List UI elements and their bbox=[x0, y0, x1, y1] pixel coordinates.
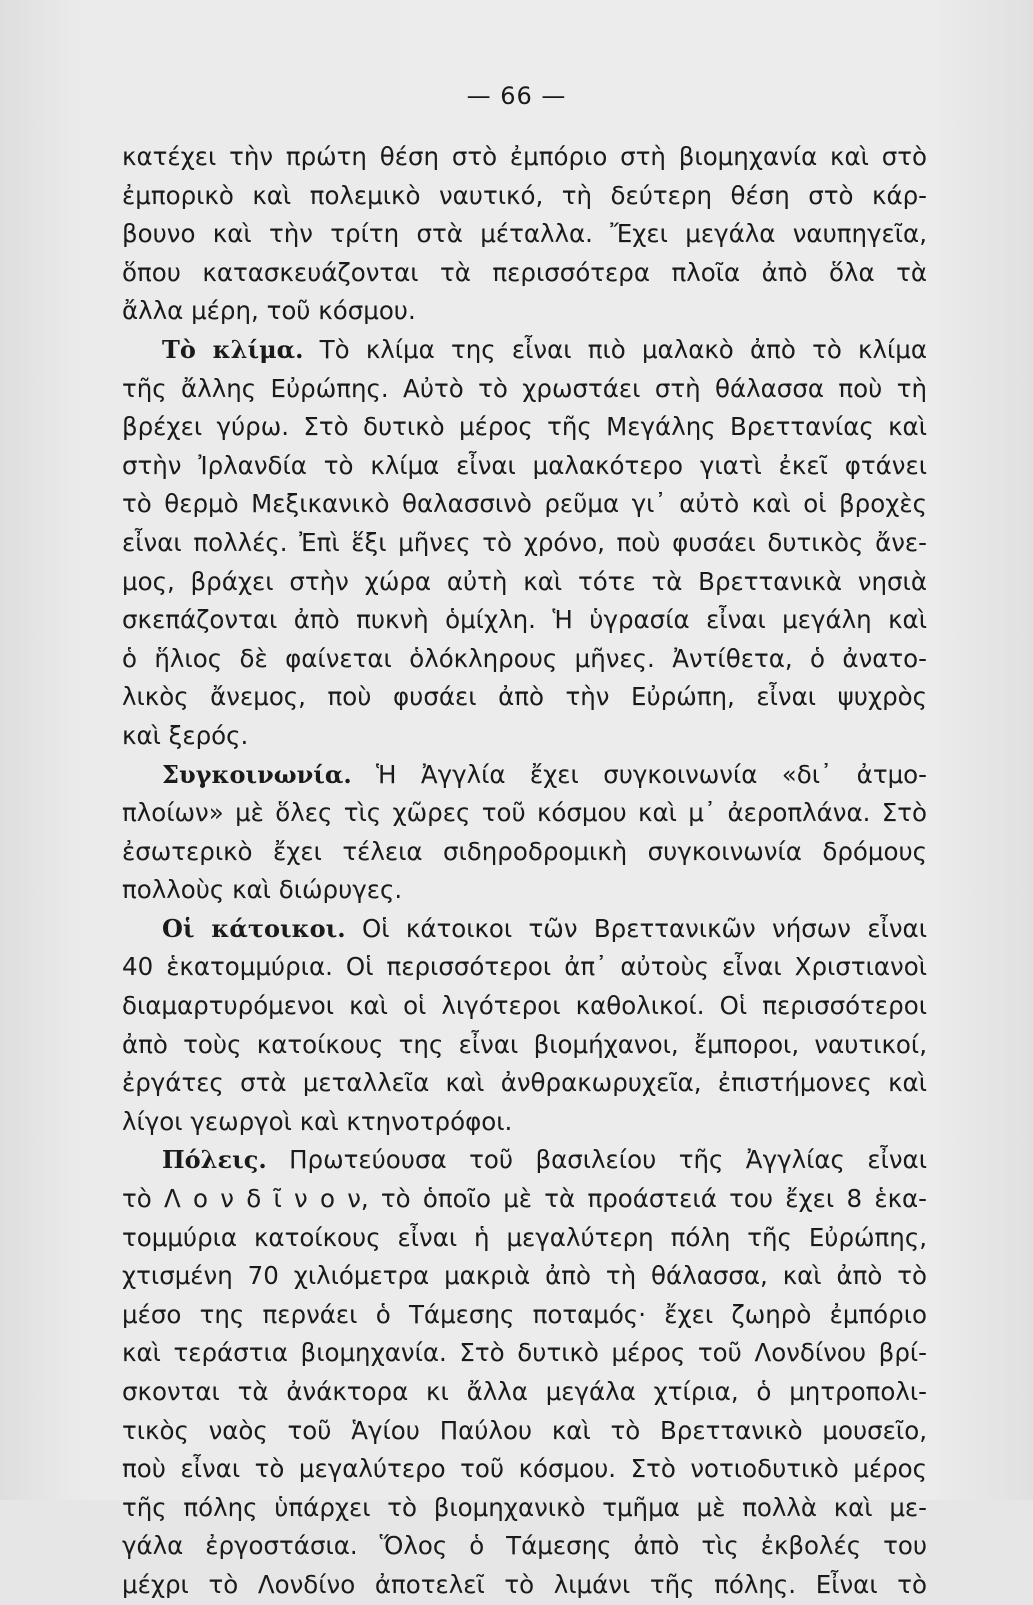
text-line: κατέχει τὴν πρώτη θέση στὸ ἐμπόριο στὴ βιομηχανία καὶ στὸ bbox=[122, 142, 927, 171]
text-line bbox=[122, 1141, 927, 1180]
text-line: μέχρι τὸ Λονδίνο ἀποτελεῖ τὸ λιμάνι τῆς πόλης. Εἶναι τὸ bbox=[122, 1569, 927, 1599]
text-line: μος, βράχει στὴν χώρα αὐτὴ καὶ τότε τὰ Βρεττανικὰ νησιὰ bbox=[122, 566, 927, 596]
text-line: ὁ ἥλιος δὲ φαίνεται ὁλόκληρους μῆνες. Ἀντίθετα, ὁ ἀνατο- bbox=[122, 643, 927, 673]
page-number: — 66 — bbox=[466, 82, 567, 110]
text-line: ἐργάτες στὰ μεταλλεῖα καὶ ἀνθρακωρυχεῖα, ἐπιστήμονες καὶ bbox=[122, 1068, 927, 1098]
text-line: πολλοὺς καὶ διώρυγες. bbox=[122, 875, 403, 905]
text-line: τῆς ἄλλης Εὐρώπης. Αὐτὸ τὸ χρωστάει στὴ θάλασσα ποὺ τὴ bbox=[122, 373, 927, 403]
text-line: διαμαρτυρόμενοι καὶ οἱ λιγότεροι καθολικοί. Οἱ περισσότεροι bbox=[122, 991, 927, 1021]
text-line bbox=[122, 331, 927, 370]
text-line: τὸ θερμὸ Μεξικανικὸ θαλασσινὸ ρεῦμα γι᾽ αὐτὸ καὶ οἱ βροχὲς bbox=[122, 489, 927, 519]
text-line: ποὺ εἶναι τὸ μεγαλύτερο τοῦ κόσμου. Στὸ νοτιοδυτικὸ μέρος bbox=[122, 1454, 927, 1484]
section-heading-cities: Πόλεις. bbox=[162, 1145, 267, 1175]
text-line: καὶ ξερός. bbox=[122, 720, 249, 750]
text-line bbox=[122, 910, 927, 949]
text-line bbox=[122, 756, 927, 795]
text-line: σκονται τὰ ἀνάκτορα κι ἄλλα μεγάλα χτίρια, ὁ μητροπολι- bbox=[122, 1377, 927, 1406]
line-text: Τὸ κλίμα της εἶναι πιὸ μαλακὸ ἀπὸ τὸ κλίμα bbox=[303, 334, 927, 364]
line-text: Ἡ Ἀγγλία ἔχει συγκοινωνία «δι᾽ ἀτμο- bbox=[351, 759, 927, 789]
section-heading-communication: Συγκοινωνία. bbox=[162, 759, 352, 789]
text-line: βουνο καὶ τὴν τρίτη στὰ μέταλλα. Ἔχει μεγάλα ναυπηγεῖα, bbox=[122, 219, 927, 249]
text-line: τομμύρια κατοίκους εἶναι ἡ μεγαλύτερη πόλη τῆς Εὐρώπης, bbox=[122, 1222, 927, 1252]
body-text bbox=[122, 138, 927, 1605]
text-line: χτισμένη 70 χιλιόμετρα μακριὰ ἀπὸ τὴ θάλασσα, καὶ ἀπὸ τὸ bbox=[122, 1261, 927, 1291]
text-line: ὅπου κατασκευάζονται τὰ περισσότερα πλοῖα ἀπὸ ὅλα τὰ bbox=[122, 257, 927, 287]
paragraph-climate bbox=[122, 331, 927, 756]
text-line: εἶναι πολλές. Ἐπὶ ἕξι μῆνες τὸ χρόνο, ποὺ φυσάει δυτικὸς ἄνε- bbox=[122, 527, 927, 557]
text-line: γάλα ἐργοστάσια. Ὅλος ὁ Τάμεσης ἀπὸ τὶς ἐκβολές του bbox=[122, 1531, 927, 1561]
text-line: στὴν Ἰρλανδία τὸ κλίμα εἶναι μαλακότερο γιατὶ ἐκεῖ φτάνει bbox=[122, 450, 927, 480]
section-heading-inhabitants: Οἱ κάτοικοι. bbox=[162, 913, 346, 943]
paragraph-inhabitants bbox=[122, 910, 927, 1142]
section-heading-climate: Τὸ κλίμα. bbox=[162, 334, 304, 364]
text-line: βρέχει γύρω. Στὸ δυτικὸ μέρος τῆς Μεγάλης Βρεττανίας καὶ bbox=[122, 412, 927, 442]
line-text: Πρωτεύουσα τοῦ βασιλείου τῆς Ἀγγλίας εἶναι bbox=[266, 1145, 927, 1175]
text-line: λίγοι γεωργοὶ καὶ κτηνοτρόφοι. bbox=[122, 1106, 513, 1136]
text-line: τικὸς ναὸς τοῦ Ἁγίου Παύλου καὶ τὸ Βρεττανικὸ μουσεῖο, bbox=[122, 1415, 927, 1445]
paragraph-cities bbox=[122, 1141, 927, 1604]
text-line: ἐσωτερικὸ ἔχει τέλεια σιδηροδρομικὴ συγκοινωνία δρόμους bbox=[122, 836, 927, 866]
text-line: ἐμπορικὸ καὶ πολεμικὸ ναυτικό, τὴ δεύτερη θέση στὸ κάρ- bbox=[122, 180, 927, 210]
text-line: 40 ἑκατομμύρια. Οἱ περισσότεροι ἀπ᾽ αὐτοὺς εἶναι Χριστιανοὶ bbox=[122, 952, 927, 982]
text-line: τὸ Λ ο ν δ ῖ ν ο ν, τὸ ὁποῖο μὲ τὰ προάστειά του ἔχει 8 ἑκα- bbox=[122, 1184, 927, 1214]
line-text: Οἱ κάτοικοι τῶν Βρεττανικῶν νήσων εἶναι bbox=[345, 913, 927, 943]
text-line: τῆς πόλης ὑπάρχει τὸ βιομηχανικὸ τμῆμα μὲ πολλὰ καὶ με- bbox=[122, 1492, 927, 1522]
text-line: μέσο της περνάει ὁ Τάμεσης ποταμός· ἔχει ζωηρὸ ἐμπόριο bbox=[122, 1299, 927, 1329]
paragraph-communication bbox=[122, 756, 927, 910]
paragraph-intro bbox=[122, 138, 927, 331]
text-line: πλοίων» μὲ ὅλες τὶς χῶρες τοῦ κόσμου καὶ μ᾽ ἀεροπλάνα. Στὸ bbox=[122, 798, 927, 828]
text-line: σκεπάζονται ἀπὸ πυκνὴ ὁμίχλη. Ἡ ὑγρασία εἶναι μεγάλη καὶ bbox=[122, 605, 927, 635]
text-line: ἄλλα μέρη, τοῦ κόσμου. bbox=[122, 296, 416, 326]
text-line: λικὸς ἄνεμος, ποὺ φυσάει ἀπὸ τὴν Εὐρώπη, εἶναι ψυχρὸς bbox=[122, 682, 927, 712]
text-line: ἀπὸ τοὺς κατοίκους της εἶναι βιομήχανοι, ἔμποροι, ναυτικοί, bbox=[122, 1029, 927, 1059]
text-line: καὶ τεράστια βιομηχανία. Στὸ δυτικὸ μέρος τοῦ Λονδίνου βρί- bbox=[122, 1338, 927, 1368]
